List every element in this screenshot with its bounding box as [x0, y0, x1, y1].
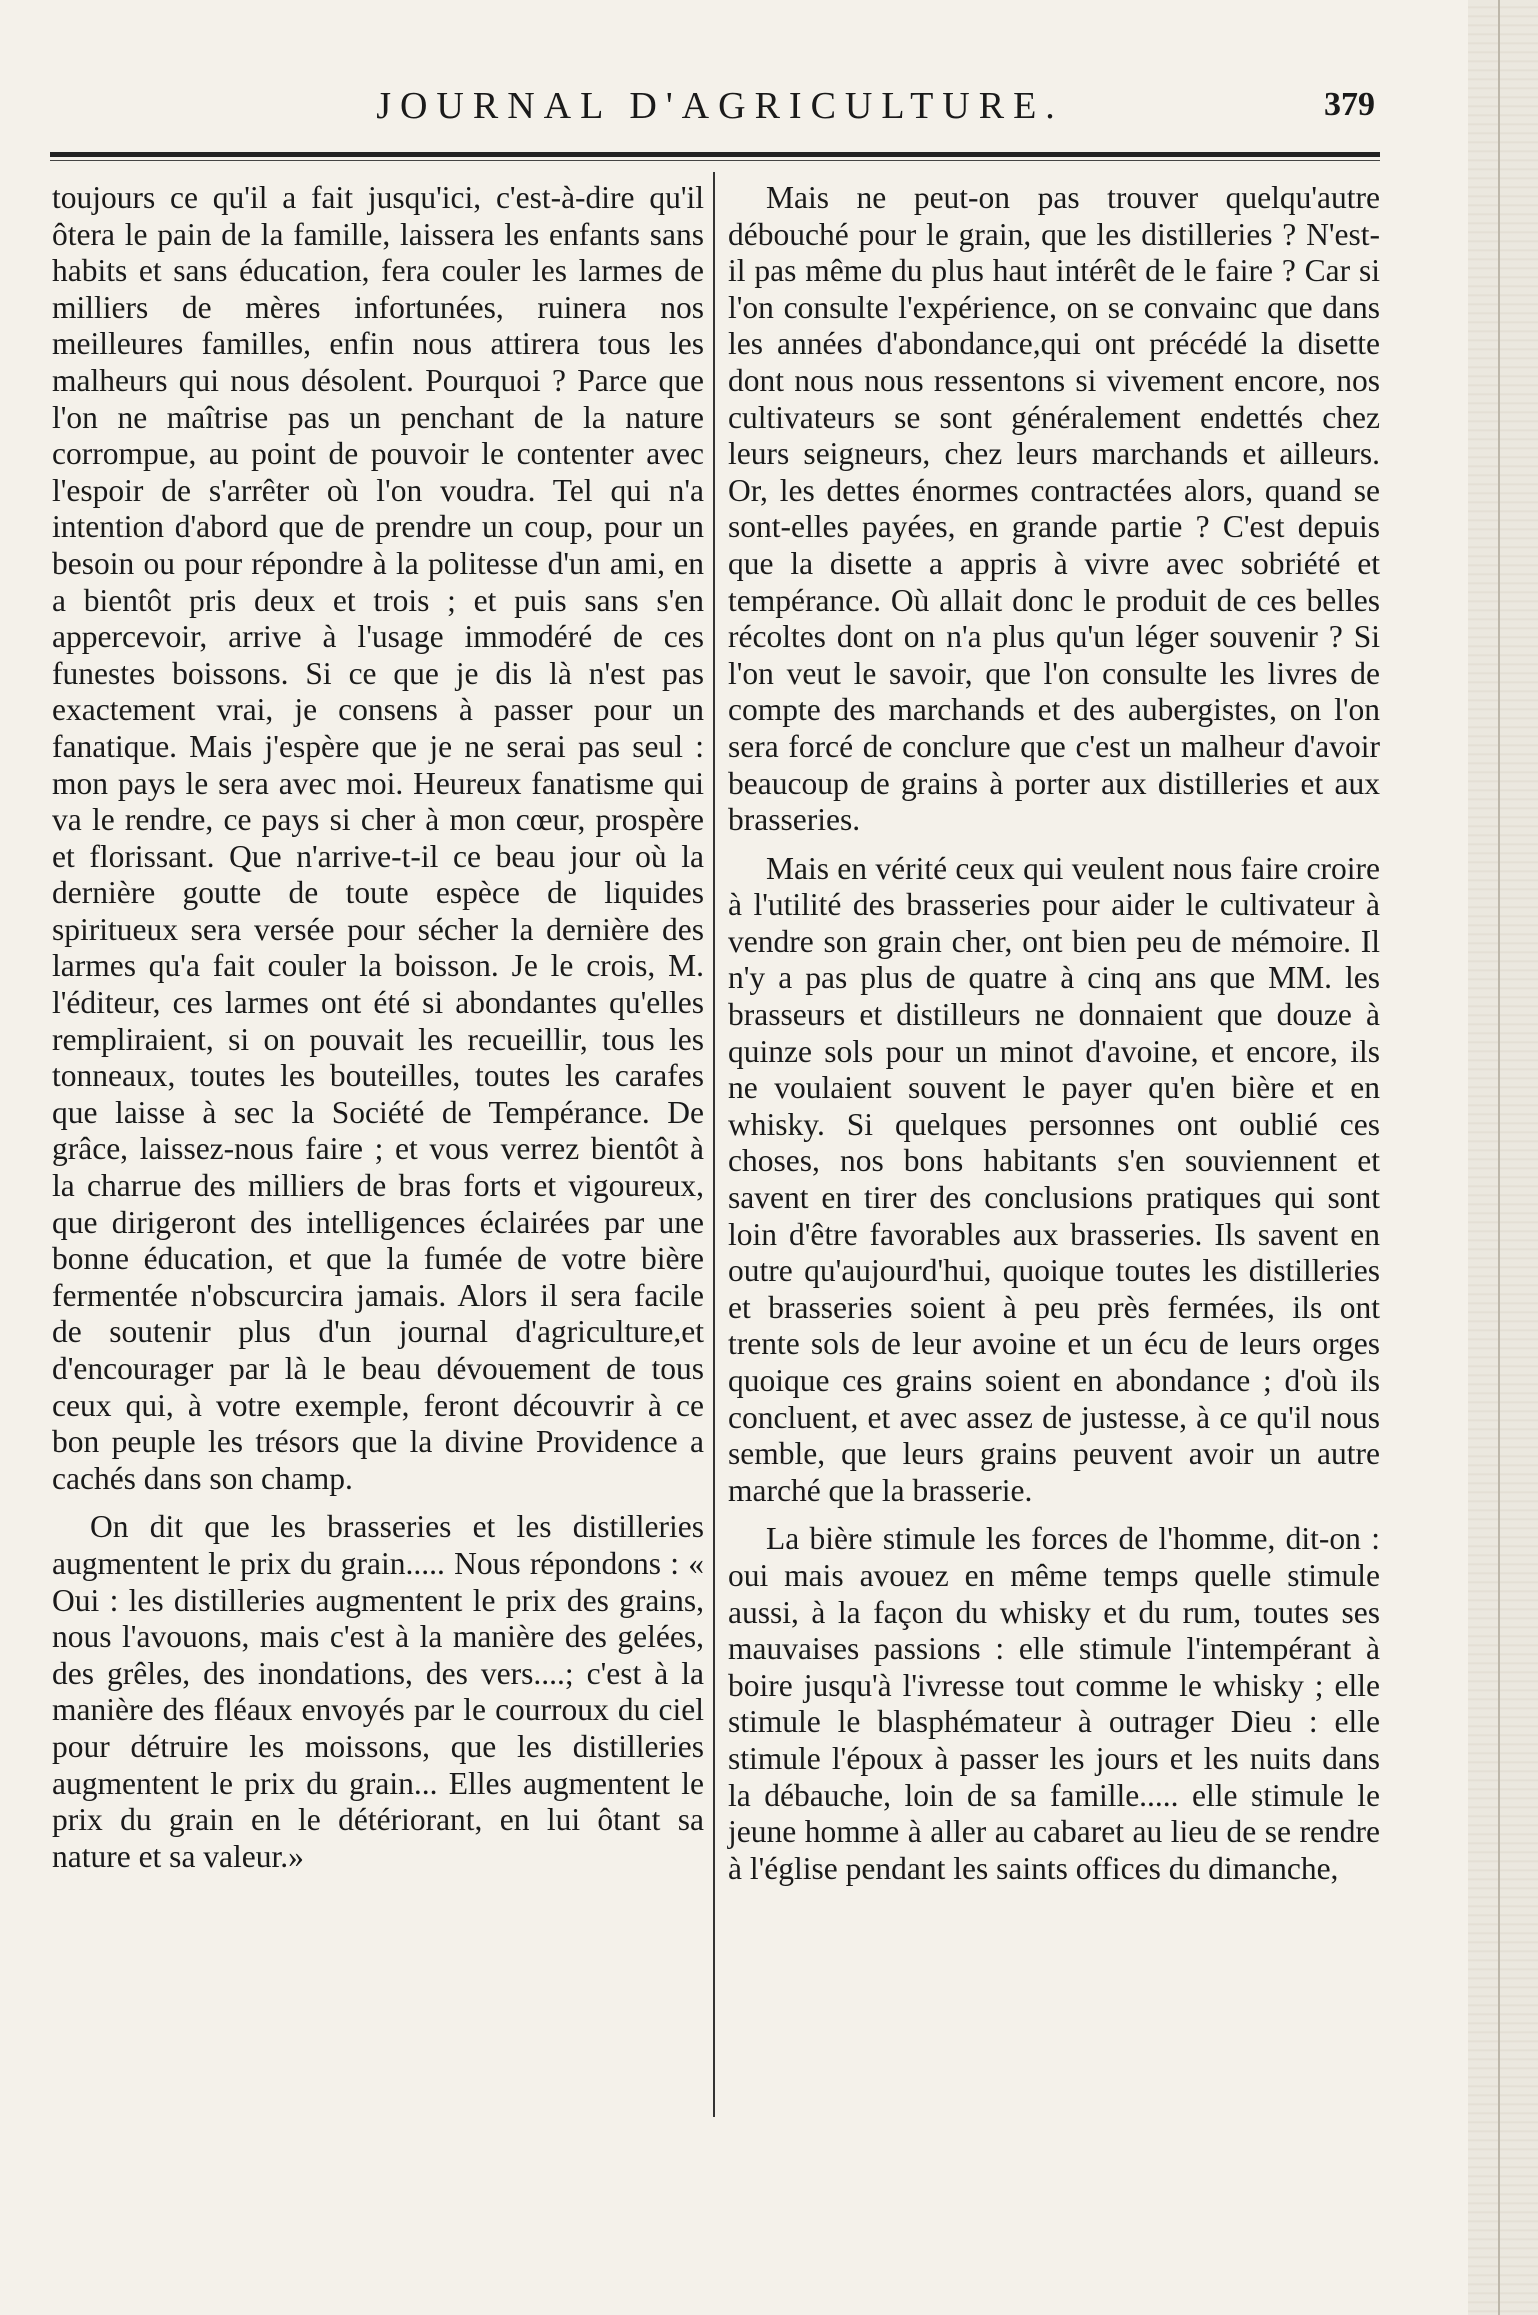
column-divider	[713, 172, 715, 2117]
left-column	[52, 180, 704, 1875]
right-paragraph-2: Mais en vérité ceux qui veulent nous faire croire à l'utilité des brasseries pour aider le cultivateur à vendre son grain cher, ont bien peu de mémoire. Il n'y a pas plus de quatre à cinq ans que MM. les brasseurs et distilleurs ne donnaient que douze à quinze sols pour un minot d'avoine, et encore, ils ne voulaient souvent le payer qu'en bière et en whisky. Si quelques personnes ont oublié ces choses, nos bons habitants s'en souviennent et savent en tirer des conclusions pratiques qui sont loin d'être favorables aux brasseries. Ils savent en outre qu'aujourd'hui, quoique toutes les distilleries et brasseries soient à peu près fermées, ils ont trente sols de leur avoine et un écu de leurs orges quoique ces grains soient en abondance ; d'où ils concluent, et avec assez de justesse, à ce qu'il nous semble, que leurs grains peuvent avoir un autre marché que la brasserie.	[728, 850, 1380, 1508]
header-rule-thin	[50, 160, 1380, 161]
journal-title: JOURNAL D'AGRICULTURE.	[376, 85, 1064, 127]
header-rule	[50, 152, 1380, 157]
page-edge-shadow	[1468, 0, 1538, 2315]
left-paragraph-2: On dit que les brasseries et les distilleries augmentent le prix du grain..... Nous répondons : « Oui : les distilleries augmentent le prix des grains, nous l'avouons, mais c'est à la manière des gelées, des grêles, des inondations, des vers....; c'est à la manière des fléaux envoyés par le courroux du ciel pour détruire les moissons, que les distilleries augmentent le prix du grain... Elles augmentent le prix du grain en le détériorant, en lui ôtant sa nature et sa valeur.»	[52, 1509, 704, 1874]
running-header	[45, 78, 1395, 138]
page-edge-line	[1498, 0, 1500, 2315]
right-paragraph-1: Mais ne peut-on pas trouver quelqu'autre débouché pour le grain, que les distilleries ? N'est-il pas même du plus haut intérêt de le faire ? Car si l'on consulte l'expérience, on se convainc que dans les années d'abondance,qui ont précédé la disette dont nous nous ressentons si vivement encore, nos cultivateurs se sont généralement endettés chez leurs seigneurs, chez leurs marchands et ailleurs. Or, les dettes énormes contractées alors, quand se sont-elles payées, en grande partie ? C'est depuis que la disette a appris à vivre avec sobriété et tempérance. Où allait donc le produit de ces belles récoltes dont on n'a plus qu'un léger souvenir ? Si l'on veut le savoir, que l'on consulte les livres de compte des marchands et des aubergistes, on l'on sera forcé de conclure que c'est un malheur d'avoir beaucoup de grains à porter aux distilleries et aux brasseries.	[728, 180, 1380, 838]
left-paragraph-1: toujours ce qu'il a fait jusqu'ici, c'est-à-dire qu'il ôtera le pain de la famille, laissera les enfants sans habits et sans éducation, fera couler les larmes de milliers de mères infortunées, ruinera nos meilleures familles, enfin nous attirera tous les malheurs qui nous désolent. Pourquoi ? Parce que l'on ne maîtrise pas un penchant de la nature corrompue, au point de pouvoir le contenter avec l'espoir de s'arrêter où l'on voudra. Tel qui n'a intention d'abord que de prendre un coup, pour un besoin ou pour répondre à la politesse d'un ami, en a bientôt pris deux et trois ; et puis sans s'en appercevoir, arrive à l'usage immodéré de ces funestes boissons. Si ce que je dis là n'est pas exactement vrai, je consens à passer pour un fanatique. Mais j'espère que je ne serai pas seul : mon pays le sera avec moi. Heureux fanatisme qui va le rendre, ce pays si cher à mon cœur, prospère et florissant. Que n'arrive-t-il ce beau jour où la dernière goutte de toute espèce de liquides spiritueux sera versée pour sécher la dernière des larmes qu'a fait couler la boisson. Je le crois, M. l'éditeur, ces larmes ont été si abondantes qu'elles rempliraient, si on pouvait les recueillir, tous les tonneaux, toutes les bouteilles, toutes les carafes que laisse à sec la Société de Tempérance. De grâce, laissez-nous faire ; et vous verrez bientôt à la charrue des milliers de bras forts et vigoureux, que dirigeront des intelligences éclairées par une bonne éducation, et que la fumée de votre bière fermentée n'obscurcira jamais. Alors il sera facile de soutenir plus d'un journal d'agriculture,et d'encourager par là le beau dévouement de tous ceux qui, à votre exemple, feront découvrir à ce bon peuple les trésors que la divine Providence a cachés dans son champ.	[52, 180, 704, 1496]
right-paragraph-3: La bière stimule les forces de l'homme, dit-on : oui mais avouez en même temps quelle stimule aussi, à la façon du whisky et du rum, toutes ses mauvaises passions : elle stimule l'intempérant à boire jusqu'à l'ivresse tout comme le whisky ; elle stimule le blasphémateur à outrager Dieu : elle stimule l'époux à passer les jours et les nuits dans la débauche, loin de sa famille..... elle stimule le jeune homme à aller au cabaret au lieu de se rendre à l'église pendant les saints offices du dimanche,	[728, 1521, 1380, 1886]
page-number: 379	[1324, 86, 1375, 123]
right-column	[728, 180, 1380, 1887]
